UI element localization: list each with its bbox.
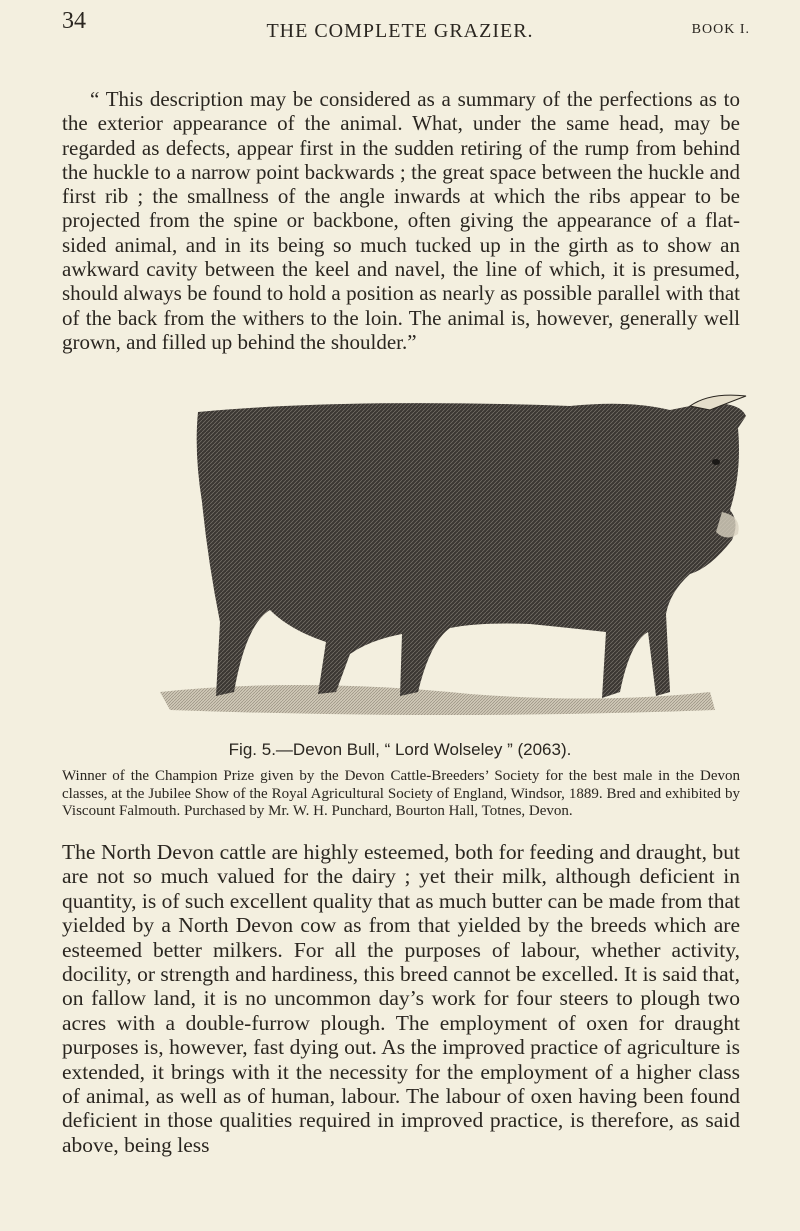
- figure-caption-title: Fig. 5.—Devon Bull, “ Lord Wolseley ” (2063).: [228, 740, 572, 759]
- running-title: THE COMPLETE GRAZIER.: [266, 20, 534, 42]
- bull-body: [197, 403, 746, 698]
- figure-caption-body: Winner of the Champion Prize given by the Devon Cattle-Breeders’ Society for the best male in the Devon classes, at the Jubilee Show of the Royal Agricultural Society of England, Windsor, 1889. Bred and exhibited by Viscount Falmouth. Purchased by Mr. W. H. Punchard, Bourton Hall, Totnes, Devon.: [62, 768, 740, 819]
- paragraph-body: [62, 840, 740, 1157]
- page-number: 34: [62, 8, 86, 34]
- bull-illustration: [150, 392, 750, 722]
- paragraph-body-text: The North Devon cattle are highly esteemed, both for feeding and draught, but are not so much valued for the dairy ; yet their milk, although deficient in quantity, is of such excellent quality that as much butter can be made from that yielded by a North Devon cow as from that yielded by the breeds which are esteemed better milkers. For all the purposes of labour, whether activity, docility, or strength and hardiness, this breed cannot be excelled. It is said that, on fallow land, it is no uncommon day’s work for four steers to plough two acres with a double-furrow plough. The employment of oxen for draught purposes is, however, fast dying out. As the improved practice of agriculture is extended, it brings with it the necessity for the employment of a higher class of animal, as well as of human, labour. The labour of oxen having been found deficient in those qualities required in improved practice, is therefore, as said above, being less: [62, 840, 740, 1157]
- paragraph-quote-text: “ This description may be considered as a summary of the perfections as to the exterior appearance of the animal. What, under the same head, may be regarded as defects, appear first in the sudden retiring of the rump from behind the huckle to a narrow point backwards ; the great space between the huckle and first rib ; the smallness of the angle inwards at which the ribs appear to be projected from the spine or backbone, often giving the appearance of a flat-sided animal, and in its being so much tucked up in the girth as to show an awkward cavity between the keel and navel, the line of which, it is presumed, should always be found to hold a position as nearly as possible parallel with that of the back from the withers to the loin. The animal is, however, generally well grown, and filled up behind the shoulder.”: [62, 87, 740, 354]
- book-marker: BOOK I.: [691, 22, 750, 37]
- paragraph-quote: [62, 87, 740, 354]
- page-header: [0, 8, 800, 44]
- figure-devon-bull: [150, 392, 750, 722]
- ground-shadow: [160, 685, 715, 715]
- bull-eye: [712, 459, 720, 465]
